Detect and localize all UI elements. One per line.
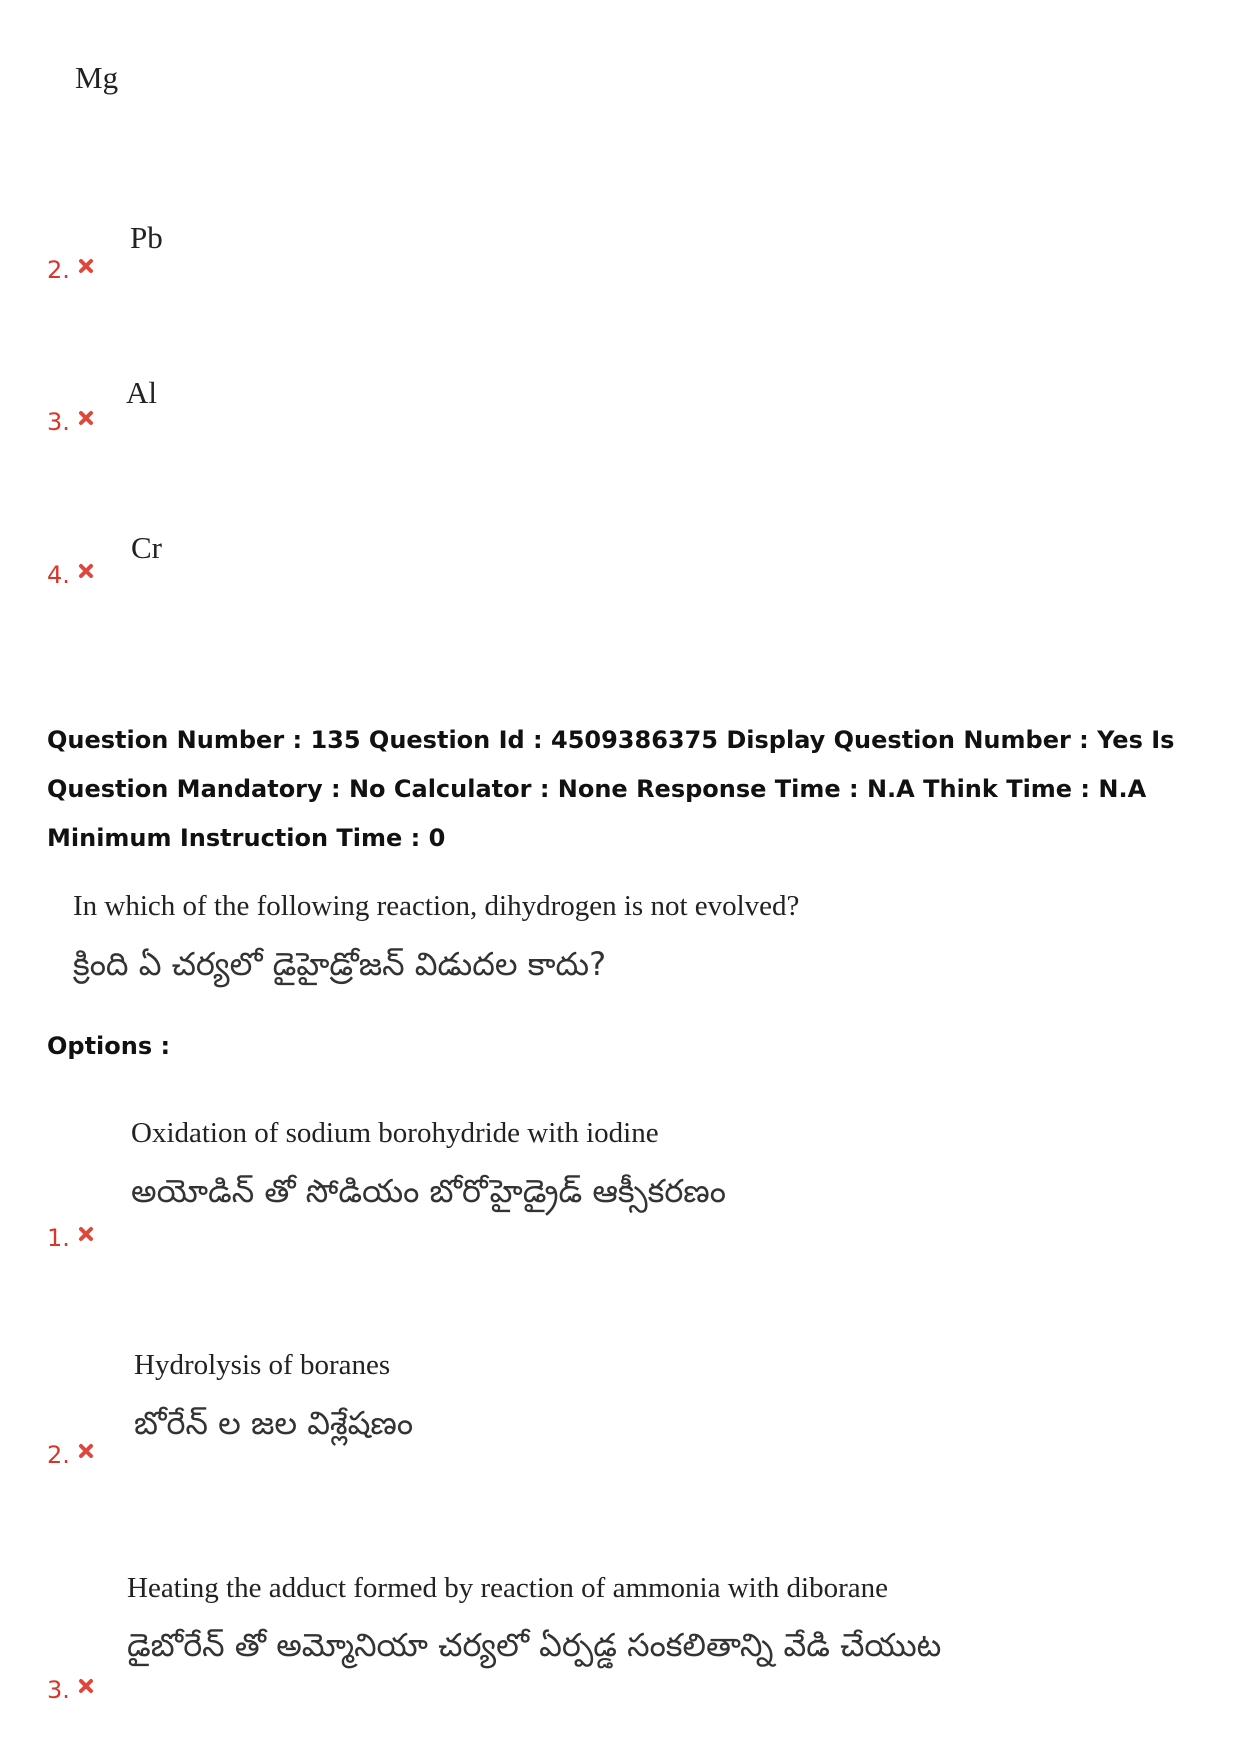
cross-icon [78, 1226, 94, 1242]
option-2-text-english: Hydrolysis of boranes [134, 1349, 391, 1381]
question-text-english: In which of the following reaction, dihydrogen is not evolved? [73, 890, 800, 922]
option-number: 4. [47, 561, 70, 589]
option-1-text-telugu: అయోడిన్ తో సోడియం బోరోహైడ్రైడ్ ఆక్సీకరణం [131, 1172, 726, 1210]
cross-icon [78, 258, 94, 274]
option-number: 1. [47, 1224, 70, 1252]
cross-icon [78, 1443, 94, 1459]
option-3-text-telugu: డైబోరేన్ తో అమ్మోనియా చర్యలో ఏర్పడ్డ సంకలితాన్ని వేడి చేయుట [127, 1626, 942, 1664]
option-number: 2. [47, 1441, 70, 1469]
option-2-text-telugu: బోరేన్ ల జల విశ్లేషణం [134, 1404, 414, 1442]
question-text-telugu: క్రింది ఏ చర్యలో డైహైడ్రోజన్ విడుదల కాదు? [73, 945, 607, 983]
option-text-al: Al [126, 375, 157, 410]
cross-icon [78, 410, 94, 426]
option-1-text-english: Oxidation of sodium borohydride with iodine [131, 1117, 659, 1149]
option-text-pb: Pb [130, 220, 163, 255]
cross-icon [78, 1678, 94, 1694]
option-text-cr: Cr [131, 530, 162, 565]
option-number: 3. [47, 1676, 70, 1704]
option-number: 2. [47, 256, 70, 284]
option-text-mg: Mg [75, 60, 119, 95]
cross-icon [78, 563, 94, 579]
option-3-text-english: Heating the adduct formed by reaction of ammonia with diborane [127, 1572, 888, 1604]
options-label: Options : [47, 1032, 171, 1060]
option-number: 3. [47, 408, 70, 436]
question-meta: Question Number : 135 Question Id : 4509386375 Display Question Number : Yes Is Question Mandatory : No Calculator : None Response Time : N.A Think Time : N.A Minimum Instruction Time : 0 [47, 726, 1175, 852]
